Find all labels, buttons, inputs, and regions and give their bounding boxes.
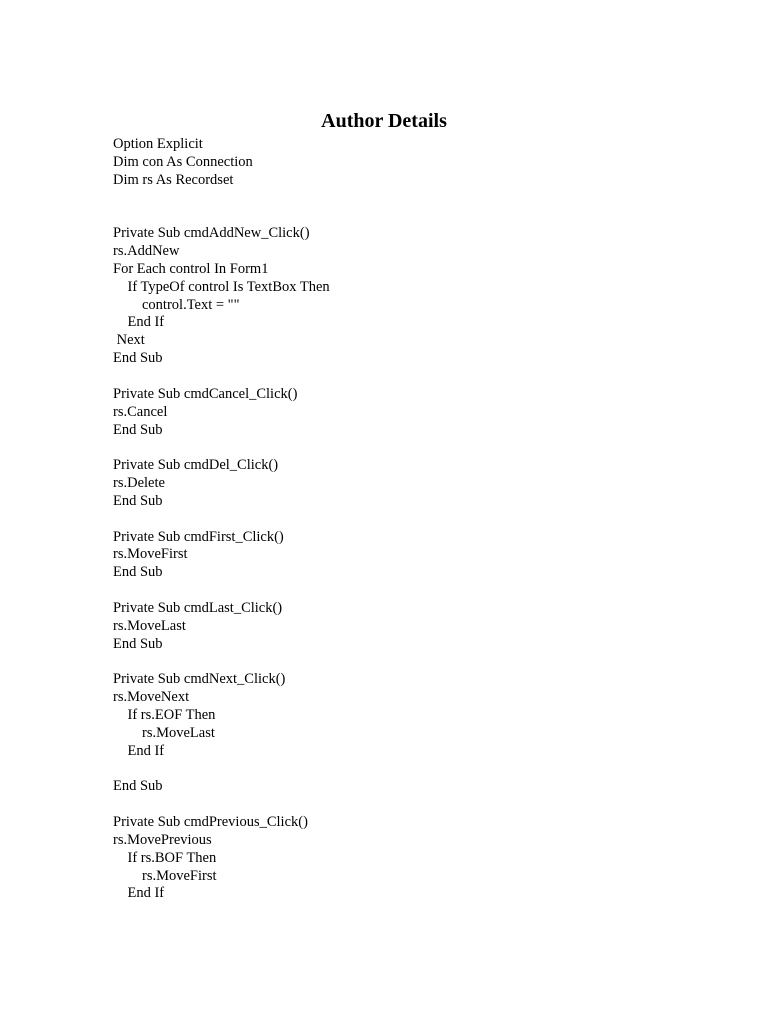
code-line: rs.MoveFirst (113, 867, 217, 884)
code-line: End Sub (113, 778, 163, 795)
code-line: rs.MoveLast (113, 724, 215, 741)
code-line: control.Text = "" (113, 296, 240, 313)
code-line: rs.MoveNext (113, 689, 190, 706)
code-line: Dim rs As Recordset (113, 171, 234, 188)
code-line: If rs.BOF Then (113, 849, 217, 866)
code-line: rs.Cancel (113, 403, 168, 420)
blank-line (113, 653, 713, 671)
code-line: Private Sub cmdFirst_Click() (113, 528, 284, 545)
code-line: Private Sub cmdNext_Click() (113, 671, 286, 688)
blank-line (113, 207, 713, 225)
code-line: Private Sub cmdDel_Click() (113, 457, 279, 474)
code-line: rs.MovePrevious (113, 831, 212, 848)
code-listing (113, 136, 713, 903)
code-line: rs.MoveFirst (113, 546, 188, 563)
code-line: End Sub (113, 350, 163, 367)
code-line: If TypeOf control Is TextBox Then (113, 278, 330, 295)
code-line: End Sub (113, 635, 163, 652)
blank-line (113, 368, 713, 386)
blank-line (113, 511, 713, 529)
blank-line (113, 582, 713, 600)
code-line: rs.AddNew (113, 243, 180, 260)
code-line: Next (113, 332, 145, 349)
code-line: rs.MoveLast (113, 617, 186, 634)
code-line: End If (113, 742, 165, 759)
code-line: Private Sub cmdLast_Click() (113, 599, 283, 616)
code-line: rs.Delete (113, 475, 165, 492)
code-line: End If (113, 314, 165, 331)
code-line: Dim con As Connection (113, 153, 253, 170)
code-line: End Sub (113, 492, 163, 509)
code-line: End If (113, 885, 165, 902)
code-line: For Each control In Form1 (113, 260, 269, 277)
document-title: Author Details (321, 110, 447, 132)
code-line: Option Explicit (113, 136, 203, 152)
blank-line (113, 761, 713, 779)
code-line: Private Sub cmdAddNew_Click() (113, 225, 310, 242)
code-line: End Sub (113, 564, 163, 581)
code-line: Private Sub cmdCancel_Click() (113, 385, 298, 402)
code-line: Private Sub cmdPrevious_Click() (113, 814, 308, 831)
code-line: End Sub (113, 421, 163, 438)
code-line: If rs.EOF Then (113, 707, 216, 723)
blank-line (113, 439, 713, 457)
blank-line (113, 796, 713, 814)
blank-line (113, 190, 713, 208)
